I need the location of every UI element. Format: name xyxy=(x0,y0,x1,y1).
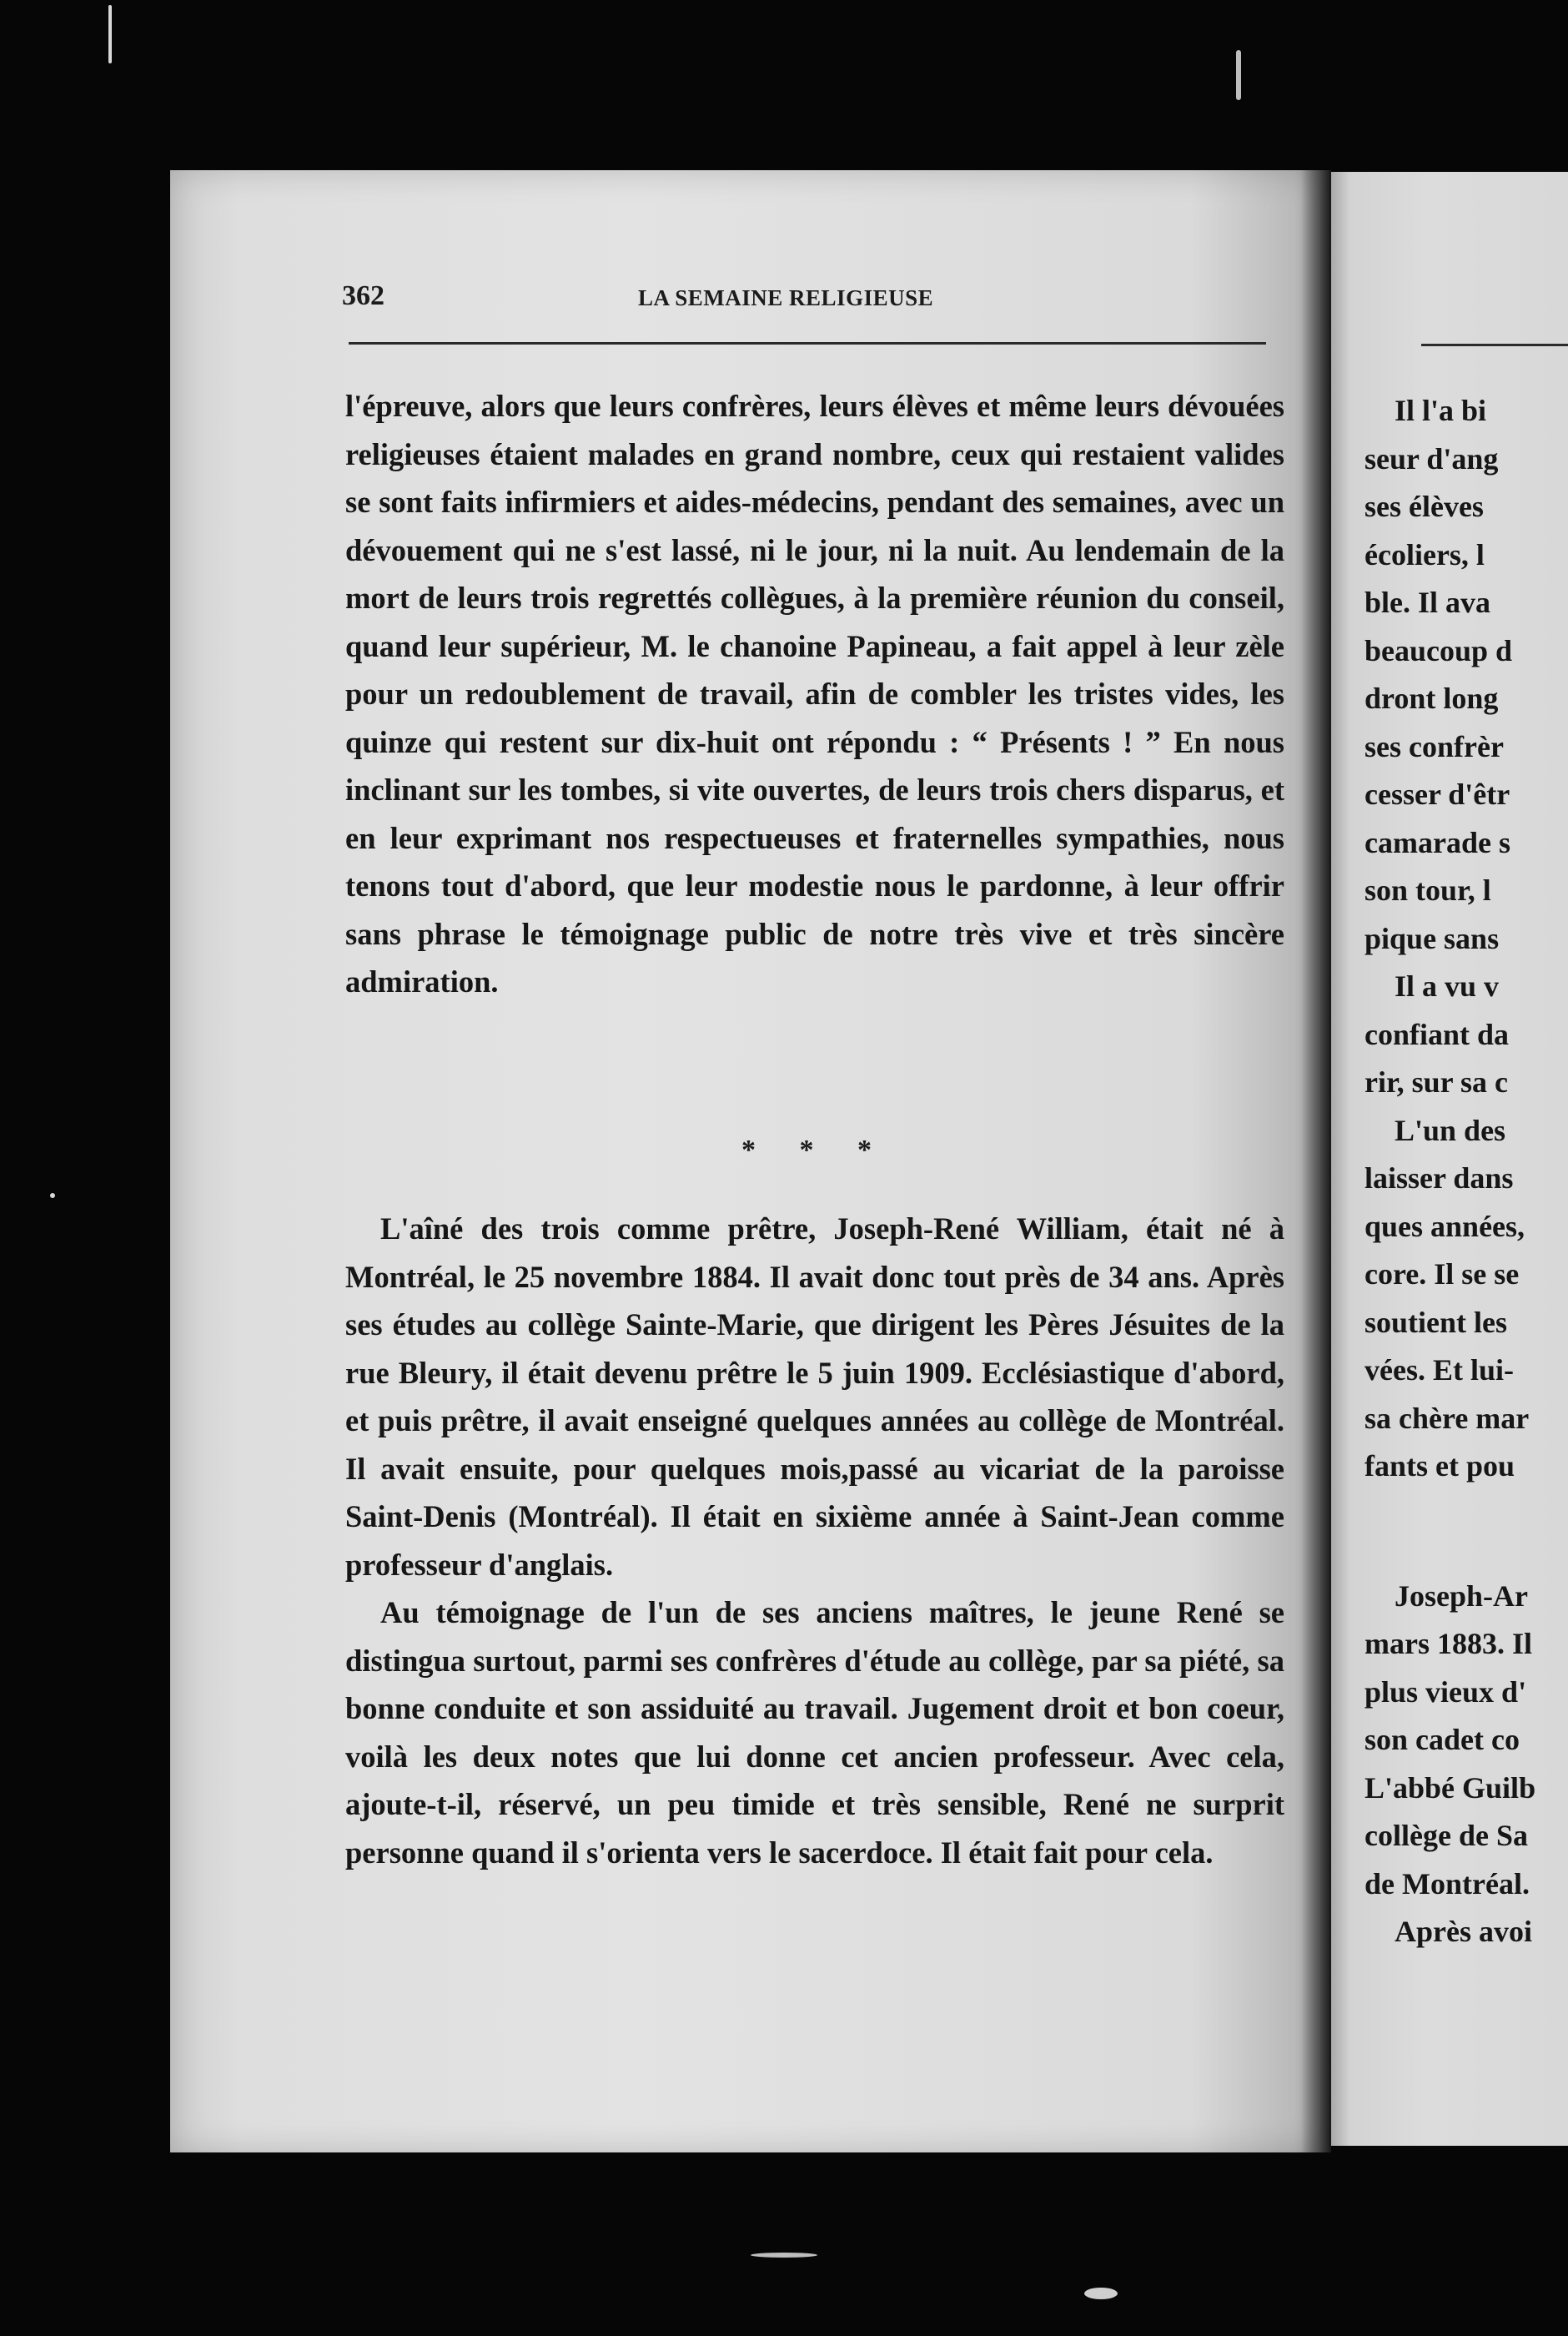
right-line: L'abbé Guilb xyxy=(1364,1770,1536,1805)
right-line: ble. Il ava xyxy=(1364,586,1491,619)
section-separator: * * * xyxy=(741,1135,890,1165)
right-line: collège de Sa xyxy=(1364,1819,1528,1852)
paragraph-continued: l'épreuve, alors que leurs confrères, leurs élèves et même leurs dévouées religieuses étaient malades en grand nombre, ceux qui restaient valides se sont faits infirmiers et aides-médecins, pendant des semaines, avec un dévouement qui ne s'est lassé, ni le jour, ni la nuit. Au lendemain de la mort de leurs trois regrettés collègues, à la première réunion du conseil, quand leur supérieur, M. le chanoine Papineau, a fait appel à leur zèle pour un redoublement de travail, afin de combler les tristes vides, les quinze qui restent sur dix-huit ont répondu : “ Présents ! ” En nous inclinant sur les tombes, si vite ouvertes, de leurs trois chers disparus, et en leur exprimant nos respectueuses et fraternelles sympathies, nous tenons tout d'abord, que leur modestie nous le pardonne, à leur offrir sans phrase le témoignage public de notre très vive et très sincère admiration. xyxy=(345,389,1284,999)
scan-speck xyxy=(50,1193,55,1198)
right-section-gap xyxy=(1364,1491,1568,1573)
right-line: ques années, xyxy=(1364,1209,1525,1243)
right-line: seur d'ang xyxy=(1364,441,1499,476)
right-line: mars 1883. Il xyxy=(1364,1627,1532,1660)
right-line: son tour, l xyxy=(1364,873,1491,907)
book-gutter xyxy=(1301,170,1331,2152)
page-number: 362 xyxy=(342,280,384,311)
right-line: Joseph-Ar xyxy=(1395,1578,1528,1613)
body-text-top xyxy=(345,382,1284,1006)
right-line: confiant da xyxy=(1364,1017,1510,1051)
body-text-bottom xyxy=(345,1205,1284,1876)
right-line: laisser dans xyxy=(1364,1161,1514,1195)
right-line: écoliers, l xyxy=(1364,537,1485,571)
running-title: LA SEMAINE RELIGIEUSE xyxy=(638,285,934,310)
right-line: L'un des xyxy=(1395,1113,1506,1147)
right-line: cesser d'êtr xyxy=(1364,778,1510,811)
paragraph-testimony: Au témoignage de l'un de ses anciens maîtres, le jeune René se distingua surtout, parmi ses confrères d'étude au collège, par sa piété, sa bonne conduite et son assiduité au travail. Jugement droit et bon coeur, voilà les deux notes que lui donne cet ancien professeur. Avec cela, ajoute-t-il, réservé, un peu timide et très sensible, René ne surprit personne quand il s'orienta vers le sacerdoce. Il était fait pour cela. xyxy=(345,1595,1284,1870)
right-line: Il a vu v xyxy=(1395,969,1500,1003)
right-line: soutient les xyxy=(1364,1305,1507,1339)
right-line: son cadet co xyxy=(1364,1723,1520,1756)
right-line: camarade s xyxy=(1364,825,1510,859)
right-line: sa chère mar xyxy=(1364,1401,1530,1435)
scan-speck xyxy=(108,5,112,63)
right-line: pique sans xyxy=(1364,921,1500,955)
right-line: dront long xyxy=(1364,682,1499,715)
header-rule xyxy=(349,342,1266,345)
right-line: Après avoi xyxy=(1395,1915,1532,1948)
right-line: plus vieux d' xyxy=(1364,1674,1527,1709)
right-page-text xyxy=(1364,387,1568,1956)
page-header xyxy=(342,280,1269,322)
right-page xyxy=(1331,172,1568,2146)
paragraph-william: L'aîné des trois comme prêtre, Joseph-René William, était né à Montréal, le 25 novembre 1884. Il avait donc tout près de 34 ans. Après ses études au collège Sainte-Marie, que dirigent les Pères Jésuites de la rue Bleury, il était devenu prêtre le 5 juin 1909. Ecclésiastique d'abord, et puis prêtre, il avait enseigné quelques années au collège de Montréal. Il avait ensuite, pour quelques mois,passé au vicariat de la paroisse Saint-Denis (Montréal). Il était en sixième année à Saint-Jean comme professeur d'anglais. xyxy=(345,1211,1284,1582)
scan-speck xyxy=(1236,50,1241,100)
right-line: ses confrèr xyxy=(1364,729,1504,763)
right-line: ses élèves xyxy=(1364,490,1484,523)
scan-speck xyxy=(1084,2288,1118,2299)
scan-speck xyxy=(751,2253,817,2258)
right-header-rule xyxy=(1421,344,1568,346)
right-line: Il l'a bi xyxy=(1395,394,1487,427)
right-line: de Montréal. xyxy=(1364,1866,1530,1901)
right-line: core. Il se se xyxy=(1364,1257,1520,1291)
right-line: fants et pou xyxy=(1364,1449,1515,1483)
right-line: rir, sur sa c xyxy=(1364,1065,1509,1099)
right-line: vées. Et lui- xyxy=(1364,1353,1514,1387)
right-line: beaucoup d xyxy=(1364,633,1513,667)
